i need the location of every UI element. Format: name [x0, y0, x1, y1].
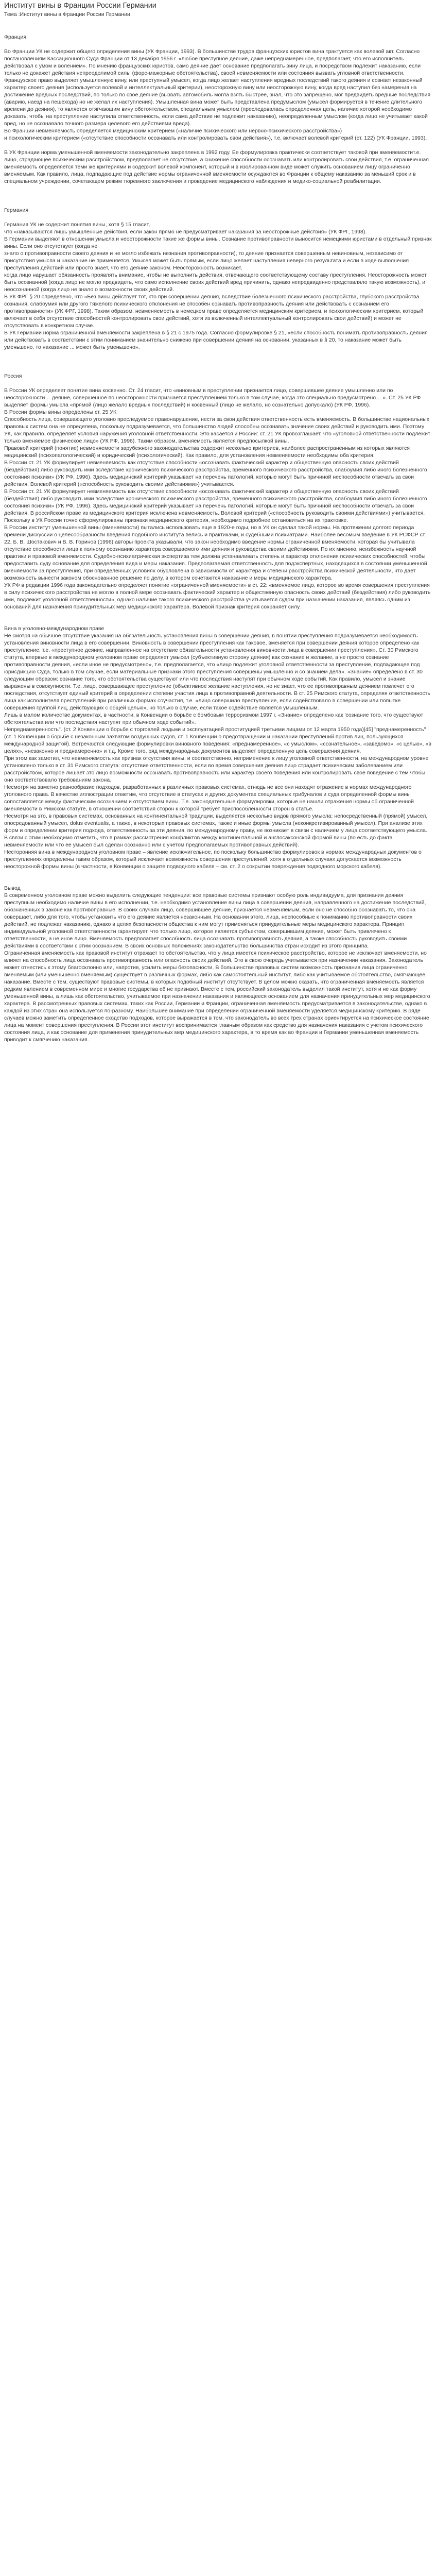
section-heading: Германия — [4, 207, 29, 213]
paragraph: Лишь в малом количестве документах, в частности, в Конвенции о борьбе с бомбовым терроризмом 1997 г. «Знание» определено как 'сознание того, что существуют обстоятельства или что последствия наступят при обычном ходе событий». — [4, 712, 424, 725]
section-heading: Вывод — [4, 885, 21, 891]
section-russia — [4, 372, 432, 611]
text-block — [4, 892, 432, 1043]
section-heading: Вина в уголовно-международном праве — [4, 625, 104, 632]
paragraph: В России ст. 21 УК формулирует невменяемость как отсутствие способности «осознавать фактический характер и общественную опасность своих действий (бездействия) либо руководить ими вследствие хронического психического расстройства, временного психического расстройства, слабоумия либо иного болезненного состояния психики» (УК РФ, 1996). Здесь медицинский критерий указывает на перечень патологий, которые могут быть причиной неспособности отвечать за свои действия. В российском праве из медицинского критерия исключена невменяемость. Волевой критерий («способность руководить своими действиями») учитывается. — [4, 488, 427, 516]
paragraph: В УК Германии норма ограниченной вменяемости закреплена в § 21 с 1975 года. Согласно формулировке § 21, «если способность понимать противоправность деяния или действовать в соответствии с этим пониманием значительно снижено при совершении деяния на основании, указанных в § 20, то наказание может быть уменьшено, то наказание ... может быть уменьшено». — [4, 330, 428, 350]
paragraph: Ограниченная вменяемость как правовой институт отражает то обстоятельство, что у лица имеется психическое расстройство, которое не исключает вменяемости, но влияет на способность лица осознавать противоправность или опасность своих действий. Это в свою очередь учитывается при назначении наказания. Законодатель может отнестись к этому благосклонно или, напротив, усилить меры безопасности. В большинстве правовых систем возможность признания лица ограниченно вменяемым (или уменьшенно вменяемым) существует в различных формах, либо как самостоятельный институт, либо как учитываемое обстоятельство, смягчающее наказание. Вместе с тем, существуют правовые системы, в которых подобный институт отсутствует. В целом можно сказать, что ограниченная вменяемость является редким явлением в современном мире и многие государства её не признают. Вместе с тем, российский законодатель выделил такой институт, хотя и не как форму уменьшенной вины, а лишь как обстоятельство, учитываемое при назначении наказания и являющееся основанием для назначения принудительных мер медицинского характера. В рассмотренных правовых системах, таких как России, Германии и Франции, ограниченная вменяемость предусматривается в законодательстве, однако в каждой из этих стран она используется по-разному. Наибольшее внимание при определении ограниченной вменяемости уделяется медицинскому критерию. В ряде случаев можно заметить определенное сходство подходов, которое выражается в том, что законодатель во всех трех странах ориентируется на психическое состояние лица на момент совершения преступления. В России этот институт воспринимается главным образом как средство для назначения наказания с учетом психического состояния лица, и как основание для применения принудительных мер медицинского характера, в то время как во Франции и Германии уменьшенная вменяемость приводит к смягчению наказания. — [4, 950, 430, 1043]
paragraph: Способность лица, совершающего уголовно преследуемое правонарушение, нести за свои действия ответственность есть вменяемость. В большинстве национальных правовых систем она не определена, поскольку подразумевается, что большинство людей способны осознавать значение своих действий и руководить ими. Поэтому УК, как правило, определяет условия наружения уголовной ответственности. Это касается и России: ст. 21 УК провозглашает, что «уголовной ответственности подлежит только вменяемое физическое лицо» (УК РФ, 1996). Таким образом, вменяемость является предпосылкой вины. — [4, 416, 430, 444]
paragraph: В России УК определяет понятие вина косвенно. Ст. 24 гласит, что «виновным в преступлении признается лицо, совершившее деяние умышленно или по неосторожности… деяние, совершенное по неосторожности признается преступлением только в том случае, когда это специально предусмотрено… ». Ст. 25 УК РФ выделяет формы умысла «прямой (лицо желало вредных последствий) и косвенный (лицо не желало, но сознательно допускало) (УК РФ, 1996). — [4, 387, 421, 408]
text-block — [4, 632, 432, 870]
paragraph: и психологическим критерием («отсутствие способности осознавать или контролировать свои действия»), т.е. включает волевой критерий (ст. 122) (УК Франции, 1993). — [4, 135, 427, 141]
section-heading: Франция — [4, 34, 27, 40]
section-international — [4, 625, 432, 870]
paragraph: Несмотря на заметно разнообразие подходов, разработанных в различных правовых системах, отнюдь не все они находят отражение в нормах международного уголовного права. В качестве иллюстрации отметим, что отсутствие в статусах и других документах специальных трибуналов и суда определенной формы вины сопоставляется между фактическим осознанием и отсутствием вины. Т.е. законодательные формулировки, которые не нашли отражения нормы об ограниченной вменяемости в Римском статуте, в отношении соответствия сторон к которой требует приспособленности сторон в статье. — [4, 784, 414, 812]
paragraph: Несмотря на это, в правовых системах, основанных на континентальной традиции, выделяется несколько видов прямого умысла: непосредственный (прямой) умысел, опосредованный умысел, dolus eventualis, а также, в некоторых правовых системах, также и иные формы умысла (неконкретизированный умысел). При анализе этих форм и определении критерия подхода, ответственность за эти деяния, по международному праву, не возникает в связи с наличием у лица соответствующего умысла. В связи с этим необходимо отметить, что в рамках рассмотрения конфликтов между континентальной и англосаксонской формой вины (по есть до факта невменяемости или что ее умысел был сделан осознанно или с учетом предполагаемых противоправных действий). — [4, 813, 428, 848]
paragraph: В Германии выделяют в отношении умысла и неосторожности такие же формы вины. Сознание противоправности выносится немецкими юристами в отдельный признак вины. Если оно отсутствует (когда не — [4, 236, 432, 249]
section-conclusion — [4, 885, 432, 1043]
paragraph: При этом как заметил, что невменяемость как признак отсутствия вины, и соответственно, неприменение к лицу уголовной ответственности, на международном уровне установлено только в ст. 31 Римского статута: отсутствие ответственности, если во время совершения деяния лицо страдает психическим заболеванием или расстройством, которое лишает это лицо возможности осознавать противоправность или характер своего поведения или контролировать свое поведение с тем чтобы оно соответствовало требованиям закона. — [4, 755, 429, 783]
text-block — [4, 387, 432, 611]
text-block — [4, 48, 432, 142]
paragraph: что «наказываются лишь умышленные действия, если закон прямо не предусматривает наказания за неосторожные действия» (УК ФРГ, 1998). — [4, 229, 367, 235]
paragraph: Германия УК не содержит понятия вины, хотя § 15 гласит, — [4, 222, 150, 228]
paragraph: УК РФ в редакции 1996 года законодательно определяет понятие «ограниченной вменяемости» в ст. 22: «вменяемое лицо, которое во время совершения преступления в силу психического расстройства не могло в полной мере осознавать фактический характер и общественную опасность своих действий (бездействия) либо руководить ими, подлежит уголовной ответственности», однако наличие такого психического расстройства учитывается судом при назначении наказания, являясь одним из оснований для назначения принудительных мер медицинского характера. Волевой признак критерия сохраняет силу. — [4, 582, 431, 610]
document-title: Институт вины в Франции России Германии — [4, 2, 156, 10]
paragraph: Во Франции невменяемость определяется медицинским критерием («наличие психического или нервно-психического расстройства») — [4, 128, 342, 134]
paragraph: В УК ФРГ § 20 определено, что «Без вины действует тот, кто при совершении деяния, вследствие болезненного психического расстройства, глубокого расстройства сознания, слабоумия или другого тяжелого психического отклонения не способен сознавать противоправность деяния или действовать с сознанием его противоправности» (УК ФРГ, 1998). Таким образом, невменяемость в немецком праве определяется медицинским критерием, и психологическим критерием, который включает в себя отсутствие способностей контролировать свои действий, хотя из включенный интеллектуальный контролировать свои действий) и может не отсутствовать в конкретном случае. — [4, 294, 424, 329]
section-france — [4, 33, 432, 185]
paragraph: В России формы вины определены ст. 25 УК — [4, 409, 117, 415]
paragraph: Несторонняя вина в международном уголовном праве – явление исключительное, по поскольку большинство формулировок в нормах международных документов о преступлениях определены таким образом, который исключает возможность совершения преступлений, хотя в отдельных случаях допускается возможность неосторожной формы вины (в частности, в Конвенции о защите подводного кабеля – см. ст. 2 о сокрытии повреждения подводного морского кабеля). — [4, 849, 422, 870]
paragraph: Правовой критерий (понятие) невменяемости зарубежного законодательства содержит несколько критериев, наиболее распространенным из которых являются медицинский (психопатологический) и юридический (психологический). Как правило, для установления невменяемости необходимы оба критерия. — [4, 445, 410, 459]
paragraph: когда лицо нарушает обязанность проявлять внимание, чтобы не выполнить действия, отвечающего соответствующему составу преступления. Неосторожность может быть осознанной (когда лицо не могло предвидеть, что само исполнение своих действий вред причинить, однако непредвиденно представляло такую возможность), и неосознанной (когда лицо не знало о возможности своих действий. — [4, 272, 427, 293]
paragraph: В современном уголовном праве можно выделить следующие тенденции: все правовые системы признают особую роль индивидуума, для признания деяния преступным необходимо наличие вины в его исполнении, т.е. необходимо установление вины лица в совершении деяния, направленного на достижение последствий, обозначенных в законе как противоправные. В своих случаях лицо, совершившее деяние, признается невменяемым, если оно не способно осознавать то, что она совершает, либо для того, чтобы установить что его деяние является незаконным. На основании этого, лица, неспособные к пониманию противоправности своих действий, не подлежат наказанию, однако в целях безопасности общества к ним могут применяться принудительные меры медицинского характера. Принцип индивидуальной уголовной ответственности гарантирует, что только лицо, которое является субъектом, совершившим деяние, может быть привлечено к ответственности, а не иное лицо. Вменяемость предполагает способность лица осознавать противоправность деяния, а также способность руководить своими действиями в соответствии с этим осознанием. В своих основных положениях законодательство большинства стран исходит из этого принципа. — [4, 892, 426, 949]
paragraph: Не смотря на обычное отсутствие указания на обязательность установления вины в совершении деяния, в понятии преступления подразумевается необходимость установления виновности лица в его совершении. Виновность в совершении преступления как таковое, вменяется при совершении деяния которое определено как преступление, т.е. «преступное деяние, направленное на отсутствие обязательности установления виновности лица в совершении преступления». Ст. 30 Римского статута, впервые в международном уголовном праве определяет умысел (субъективную сторону деяния) как сознание и желание, а не просто сознание противоправности деяния, «если иное не предусмотрено», т.е. предполагается, что «лицо подлежит уголовной ответственности за преступление, подпадающее под юрисдикцию Суда, только в том случае, если материальные признаки этого преступления совершены умышленно и со знанием дела». «Знание» определено в ст. 30 следующим образом: сознание того, что обстоятельства существуют или что последствия наступят при обычном ходе событий. Как правило, умысел и знание выражены в совокупности. Т.е. лицо, совершающее преступление (объективное желание наступления, но не знает, что ее противоправным деянием повлечет его последствия, отсутствует единый критерий в определении степени участия лица в противоправной деятельности. В ст. 25 Римского статута, определяя ответственность лица как исполнителя преступлений при различных формах соучастия, т.е. «лицо совершило преступление, если содействовало в совершении или попытке совершения группой лиц, действующих с общей целью», но только в случае, если такое содействие является умышленным. — [4, 633, 430, 711]
section-germany — [4, 207, 432, 351]
paragraph: В России ст. 21 УК формулирует невменяемость как отсутствие способности «осознавать фактический характер и общественную опасность своих действий (бездействия) либо руководить ими вследствие хронического психического расстройства, временного психического расстройства, слабоумия либо иного болезненного состояния психики» (УК РФ, 1996). Здесь медицинский критерий указывает на перечень патологий, которые могут быть причиной неспособности отвечать за свои действия. Волевой критерий («способность руководить своими действиями») учитывается. — [4, 460, 427, 487]
text-block — [4, 149, 432, 185]
paragraph: знало о противоправности своего деяния и не могло избежать незнания противоправности), то деяние признается совершенным невиновным, независимо от присутствия умысла и наказание не применяется. Умысел может быть прямым, если лицо желает наступления неверного результата и если в ходе выполнения преступления действий или просто знает, что его деяние законом. Неосторожность возникает, — [4, 250, 409, 271]
paragraph: Непреднамеренность". (ст. 2 Конвенции о борьбе с торговлей людьми и эксплуатацией проституцией третьими лицами от 12 марта 1950 года)[45] "преднамеренность" (ст. 1 Конвенции о борьбе с незаконным захватом воздушных судов, ст. 1 Конвенции о предотвращении и наказании преступлений против лиц, пользующихся международной защитой). Встречаются следующие формулировки виновного поведения: «преднамеренное», «с умыслом», «сознательное», «заведомо», «с целью», «в целях», «незаконно и преднамеренно» и т.д. Кроме того, ряд международных документов выделяет определенную цель совершения деяния. — [4, 726, 431, 754]
paragraph: В России институт уменьшенной вины (вменяемости) пытались использовать еще в 1920-е годы, но в УК он сделал такой нормы. На протяжении долгого периода времени дискуссии о целесообразности введения подобного института велись и практиками, и судебными психиатрами. Наиболее весомым введение в УК РСФСР ст. 22, Б. В. Шостакович и В. В. Горинов (1996) авторы проекта указывали, что закон необходимо введение нормы ограниченной вменяемости, которая бы учитывала отсутствие способности лица к полному осознанию характера совершаемого ими деяния и руководства своими действиями. По их мнению, неизбежность научной практики и правовой вменяемости. Судебно-психиатрическая экспертиза тем должна устанавливать степень и характер отклонения психических способностей, чтобы предоставить суду основание для определения вида и меры наказания. Предполагаемая ответственность для подэкспертных, находящихся в состоянии уменьшенной вменяемости за преступления, при определенных условиях обусловлена в зависимости от характера и степени расстройства психической деятельности, что дает возможность вынести законом обоснованное решение по делу, в котором сочетаются наказание и меры медицинского характера. — [4, 524, 427, 581]
section-heading: Россия — [4, 373, 22, 379]
text-block — [4, 221, 432, 351]
paragraph: Во Франции УК не содержит общего определения вины (УК Франции, 1993). В большинстве трудов французских юристов вина трактуется как волевой акт. Согласно постановлениям Кассационного Суда Франции от 13 декабря 1956 г. «любое преступное деяние, даже непреднамеренное, предполагает, что его исполнитель действовал с умом и волением». По мнению французских юристов, само деяние дает основание предполагать вину лица, и посредством подлежит наказанию, если только не докажет действия непреодолимой силы (форс-мажорные обстоятельства), своей невменяемости или состояния вызвать угловной ответственности. — [4, 48, 421, 76]
paragraph: Поскольку в УК России точно сформулированы признаки медицинского критерия, необходимо подробнее остановиться на их трактовке. — [4, 517, 348, 523]
paragraph: Французское право выделяет умышленную вину, или преступный умысел, когда лицо желает наступления вредных последствий такого деяния и сознает незаконный характер своего деяния (используется волевой и интеллектуальный критерии), неосторожную вину или неосторожную вину, когда вред наступил без намерения на достижение вредных последствий, по только по свое деяние (вызвать автомобиль могла взять быстрее, знал, что это запрещено, мог предвидеть вредные последствия (аварию, наезд на пешехода) но не желал их наступления). Умышленная вина может быть представлена предумыслом (умысел формируется в течение длительного времени до деяния), то является отягчающим вину обстоятельством, специальным умыслом (преследовалась определенная цель, наличие которой необходимо доказать, чтобы на преступление наступила ответственность, если сама действие не подлежит наказанию), неопределенным умыслом (когда лицо не учитывает какой вред, но не осознавало точного размера целевого его действиями вреда). — [4, 77, 431, 127]
paragraph: В УК Франции норма уменьшенной вменяемости законодательно закреплена в 1992 году. Ее формулировка практически соответствует таковой при вменяемостит.е. лицо, страдающее психическим расстройством, предполагает не отсутствие, а снижение способности осознавать или контролировать свои действия, т.е. ограниченная вменяемость определяется теми же критериями и содержит волевой компонент, который и в изолированном виде может служить основанием лицу ограниченно вменяемым. Как правило, лица, подпадающие под действие нормы ограниченной вменяемости осуждаются во Франции к общему наказанию за меньший срок и в специальном учреждении, сочетающем режим тюремного заключения и проведение медицинского наблюдения и медико-социальной реабилитации. — [4, 149, 429, 184]
document-subtitle: Тема :Институт вины в Франции России Германии — [4, 11, 130, 18]
